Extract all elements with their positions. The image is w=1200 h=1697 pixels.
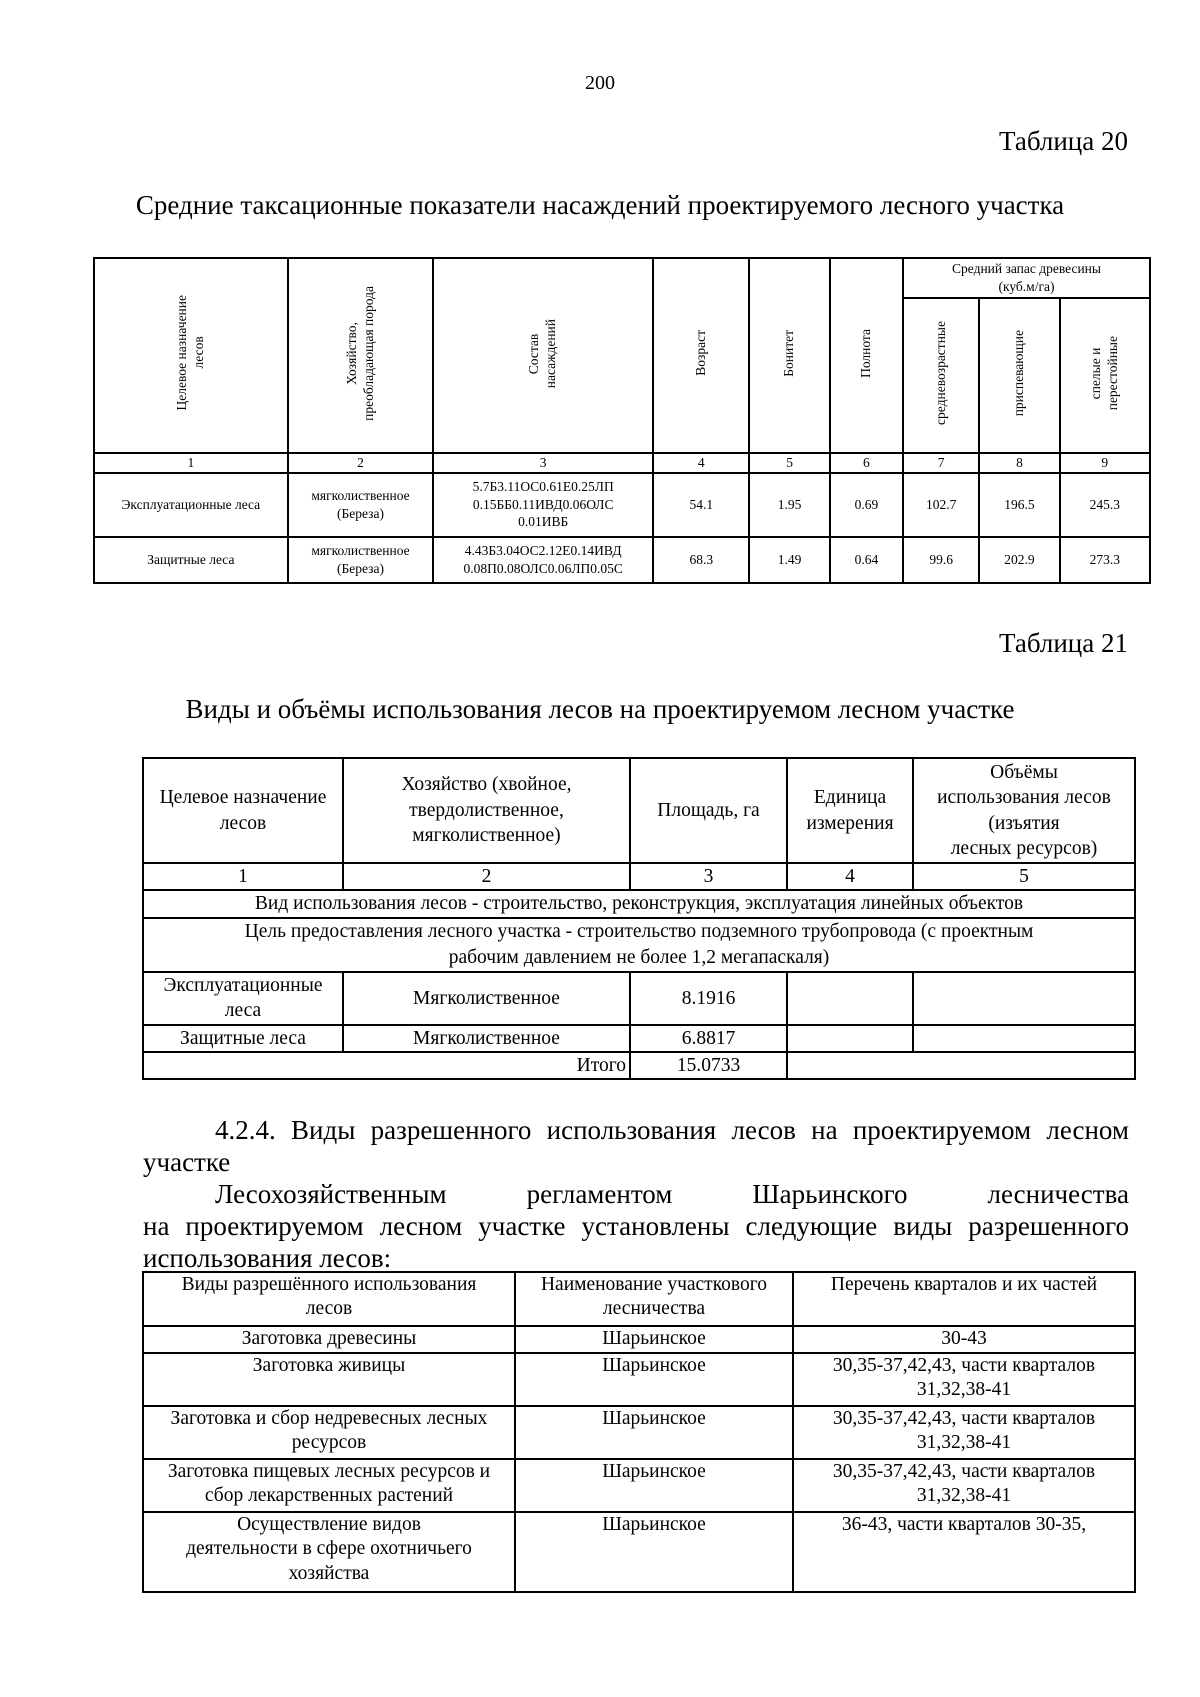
t21-header-area: Площадь, га: [630, 758, 787, 863]
t20-cell-bonitet: 1.49: [749, 537, 829, 583]
t21-cell-unit: [787, 1025, 913, 1052]
t20-cell-mature: 245.3: [1060, 473, 1150, 537]
table-row: [143, 1406, 1135, 1459]
t20-cell-mid-age: 99.6: [903, 537, 979, 583]
t21-header-purpose: Целевое назначение лесов: [143, 758, 343, 863]
table21-title: Виды и объёмы использования лесов на проектируемом лесном участке: [185, 694, 1015, 724]
t22-cell-quarters: 30-43: [793, 1326, 1135, 1353]
t22-cell-quarters: 30,35-37,42,43, части кварталов 31,32,38-41: [793, 1406, 1135, 1459]
t22-cell-kind: Заготовка и сбор недревесных лесных ресурсов: [143, 1406, 515, 1459]
t20-colnum: 2: [288, 453, 434, 473]
para-word: Лесохозяйственным: [215, 1179, 447, 1209]
t22-cell-district: Шарьинское: [515, 1459, 793, 1512]
para-word: лесничества: [987, 1179, 1129, 1209]
t21-header-volume: Объёмы использования лесов (изъятия лесных ресурсов): [913, 758, 1135, 863]
t20-colnum: 1: [94, 453, 288, 473]
t21-total-empty: [787, 1052, 913, 1079]
t20-colnum: 5: [749, 453, 829, 473]
t22-cell-kind: Заготовка пищевых лесных ресурсов и сбор лекарственных растений: [143, 1459, 515, 1512]
t22-cell-district: Шарьинское: [515, 1326, 793, 1353]
t22-header-district: Наименование участкового лесничества: [515, 1272, 793, 1326]
t20-header-mid-age: средневозрастные: [903, 298, 979, 453]
table20-caption: Таблица 20: [999, 126, 1128, 156]
t21-cell-economy: Мягколиственное: [343, 1025, 630, 1052]
t21-header-unit: Единица измерения: [787, 758, 913, 863]
para-word: Шарьинского: [752, 1179, 908, 1209]
t21-colnum: 3: [630, 863, 787, 890]
t21-header-economy: Хозяйство (хвойное, твердолиственное, мягколиственное): [343, 758, 630, 863]
t22-cell-quarters: 30,35-37,42,43, части кварталов 31,32,38-41: [793, 1459, 1135, 1512]
t20-cell-composition: 4.43Б3.04ОС2.12Е0.14ИВД 0.08П0.08ОЛС0.06ЛП0.05С: [433, 537, 653, 583]
t22-cell-district: Шарьинское: [515, 1512, 793, 1592]
t22-header-kind: Виды разрешённого использования лесов: [143, 1272, 515, 1326]
para-word: регламентом: [526, 1179, 673, 1209]
t20-header-stock-group: Средний запас древесины (куб.м/га): [903, 258, 1150, 298]
t20-header-age: Возраст: [653, 258, 749, 453]
t20-cell-composition: 5.7Б3.11ОС0.61Е0.25ЛП 0.15ББ0.11ИВД0.06ОЛС 0.01ИВБ: [433, 473, 653, 537]
t20-header-maturing: приспевающие: [979, 298, 1059, 453]
t22-cell-kind: Заготовка живицы: [143, 1353, 515, 1406]
t21-total-empty: [913, 1052, 1135, 1079]
t20-colnum: 6: [830, 453, 903, 473]
t20-colnum: 3: [433, 453, 653, 473]
t21-total-label: Итого: [143, 1052, 630, 1079]
t20-colnum: 8: [979, 453, 1059, 473]
t20-cell-age: 68.3: [653, 537, 749, 583]
t20-header-composition: Состав насаждений: [433, 258, 653, 453]
table-total-row: [143, 1052, 1135, 1079]
t20-colnum: 7: [903, 453, 979, 473]
table-row: [143, 1326, 1135, 1353]
t20-header-mature: спелые и перестойные: [1060, 298, 1150, 453]
table20: [93, 257, 1151, 584]
t20-cell-bonitet: 1.95: [749, 473, 829, 537]
table-row: [143, 1025, 1135, 1052]
table21: [142, 757, 1136, 1080]
table-row: [94, 473, 1150, 537]
t20-header-density: Полнота: [830, 258, 903, 453]
t21-colnum: 4: [787, 863, 913, 890]
t21-cell-unit: [787, 972, 913, 1025]
t20-colnum: 9: [1060, 453, 1150, 473]
t20-cell-mid-age: 102.7: [903, 473, 979, 537]
t22-cell-kind: Заготовка древесины: [143, 1326, 515, 1353]
t20-cell-age: 54.1: [653, 473, 749, 537]
t20-cell-economy: мягколиственное (Береза): [288, 537, 434, 583]
table-row: [94, 537, 1150, 583]
t21-cell-purpose: Эксплуатационные леса: [143, 972, 343, 1025]
table-allowed-uses: [142, 1271, 1136, 1593]
t20-cell-economy: мягколиственное (Береза): [288, 473, 434, 537]
t22-cell-district: Шарьинское: [515, 1353, 793, 1406]
section-paragraph: [143, 1178, 1129, 1274]
t20-colnum: 4: [653, 453, 749, 473]
t21-cell-area: 8.1916: [630, 972, 787, 1025]
table-row: [143, 1512, 1135, 1592]
t20-cell-maturing: 196.5: [979, 473, 1059, 537]
para-rest: на проектируемом лесном участке установлены следующие виды разрешенного использования лесов:: [143, 1211, 1129, 1273]
table20-title: Средние таксационные показатели насаждений проектируемого лесного участка: [135, 190, 1065, 220]
t21-cell-economy: Мягколиственное: [343, 972, 630, 1025]
t22-cell-quarters: 36-43, части кварталов 30-35,: [793, 1512, 1135, 1592]
t21-total-value: 15.0733: [630, 1052, 787, 1079]
t21-cell-volume: [913, 1025, 1135, 1052]
t20-cell-purpose: Защитные леса: [94, 537, 288, 583]
t21-goal: Цель предоставления лесного участка - строительство подземного трубопровода (с проектным рабочим давлением не более 1,2 мегапаскаля): [143, 918, 1135, 972]
t22-header-quarters: Перечень кварталов и их частей: [793, 1272, 1135, 1326]
t21-colnum: 5: [913, 863, 1135, 890]
t21-cell-area: 6.8817: [630, 1025, 787, 1052]
t20-header-purpose: Целевое назначение лесов: [94, 258, 288, 453]
t20-header-economy: Хозяйство, преобладающая порода: [288, 258, 434, 453]
t21-cell-purpose: Защитные леса: [143, 1025, 343, 1052]
t22-cell-kind: Осуществление видов деятельности в сфере охотничьего хозяйства: [143, 1512, 515, 1592]
t20-cell-density: 0.69: [830, 473, 903, 537]
t22-cell-district: Шарьинское: [515, 1406, 793, 1459]
table-row: [143, 1459, 1135, 1512]
t20-cell-maturing: 202.9: [979, 537, 1059, 583]
t21-colnum: 2: [343, 863, 630, 890]
t21-colnum: 1: [143, 863, 343, 890]
t20-cell-density: 0.64: [830, 537, 903, 583]
t20-cell-mature: 273.3: [1060, 537, 1150, 583]
t20-cell-purpose: Эксплуатационные леса: [94, 473, 288, 537]
table-row: [143, 1353, 1135, 1406]
table-row: [143, 972, 1135, 1025]
page-number: 200: [585, 72, 615, 94]
table21-caption: Таблица 21: [999, 628, 1128, 658]
section-heading: 4.2.4. Виды разрешенного использования лесов на проектируемом лесном участке: [143, 1115, 1129, 1177]
t21-usage-type: Вид использования лесов - строительство, реконструкция, эксплуатация линейных объектов: [143, 890, 1135, 917]
t22-cell-quarters: 30,35-37,42,43, части кварталов 31,32,38-41: [793, 1353, 1135, 1406]
t21-cell-volume: [913, 972, 1135, 1025]
t20-header-bonitet: Бонитет: [749, 258, 829, 453]
